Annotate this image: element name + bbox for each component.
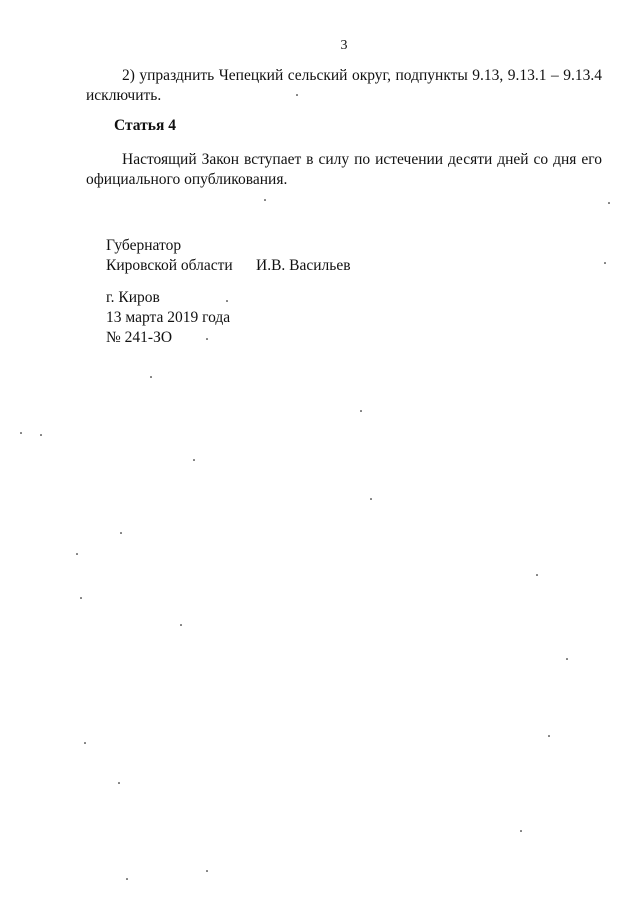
scan-speck (264, 199, 266, 201)
scan-speck (180, 624, 182, 626)
article-heading: Статья 4 (114, 117, 176, 134)
scan-speck (20, 432, 22, 434)
paragraph-entry-into-force: Настоящий Закон вступает в силу по истечении десяти дней со дня его официального опубликования. (86, 151, 602, 188)
scan-speck (360, 410, 362, 412)
paragraph-abolish-district: 2) упразднить Чепецкий сельский округ, подпункты 9.13, 9.13.1 – 9.13.4 исключить. (86, 67, 602, 104)
signature-block (106, 236, 351, 276)
scan-speck (206, 338, 208, 340)
scan-speck (193, 459, 195, 461)
city: г. Киров (106, 289, 160, 306)
scan-speck (118, 782, 120, 784)
scan-speck (566, 658, 568, 660)
scan-speck (150, 376, 152, 378)
page-number: 3 (340, 38, 348, 53)
scan-speck (520, 830, 522, 832)
scan-speck (548, 735, 550, 737)
scan-speck (80, 597, 82, 599)
place-date-block (106, 288, 230, 348)
scan-speck (226, 300, 228, 302)
scan-speck (296, 94, 298, 96)
scan-speck (370, 498, 372, 500)
scan-speck (126, 878, 128, 880)
scan-speck (84, 742, 86, 744)
signatory-title-line-2: Кировской области (106, 257, 233, 274)
scan-speck (536, 574, 538, 576)
signatory-name: И.В. Васильев (256, 257, 351, 274)
scan-speck (206, 870, 208, 872)
law-number: № 241-ЗО (106, 329, 173, 346)
scan-speck (608, 202, 610, 204)
scan-speck (604, 262, 606, 264)
date: 13 марта 2019 года (106, 309, 231, 326)
scan-speck (120, 532, 122, 534)
scan-speck (40, 434, 42, 436)
scan-speck (76, 553, 78, 555)
signatory-title-line-1: Губернатор (106, 237, 182, 254)
